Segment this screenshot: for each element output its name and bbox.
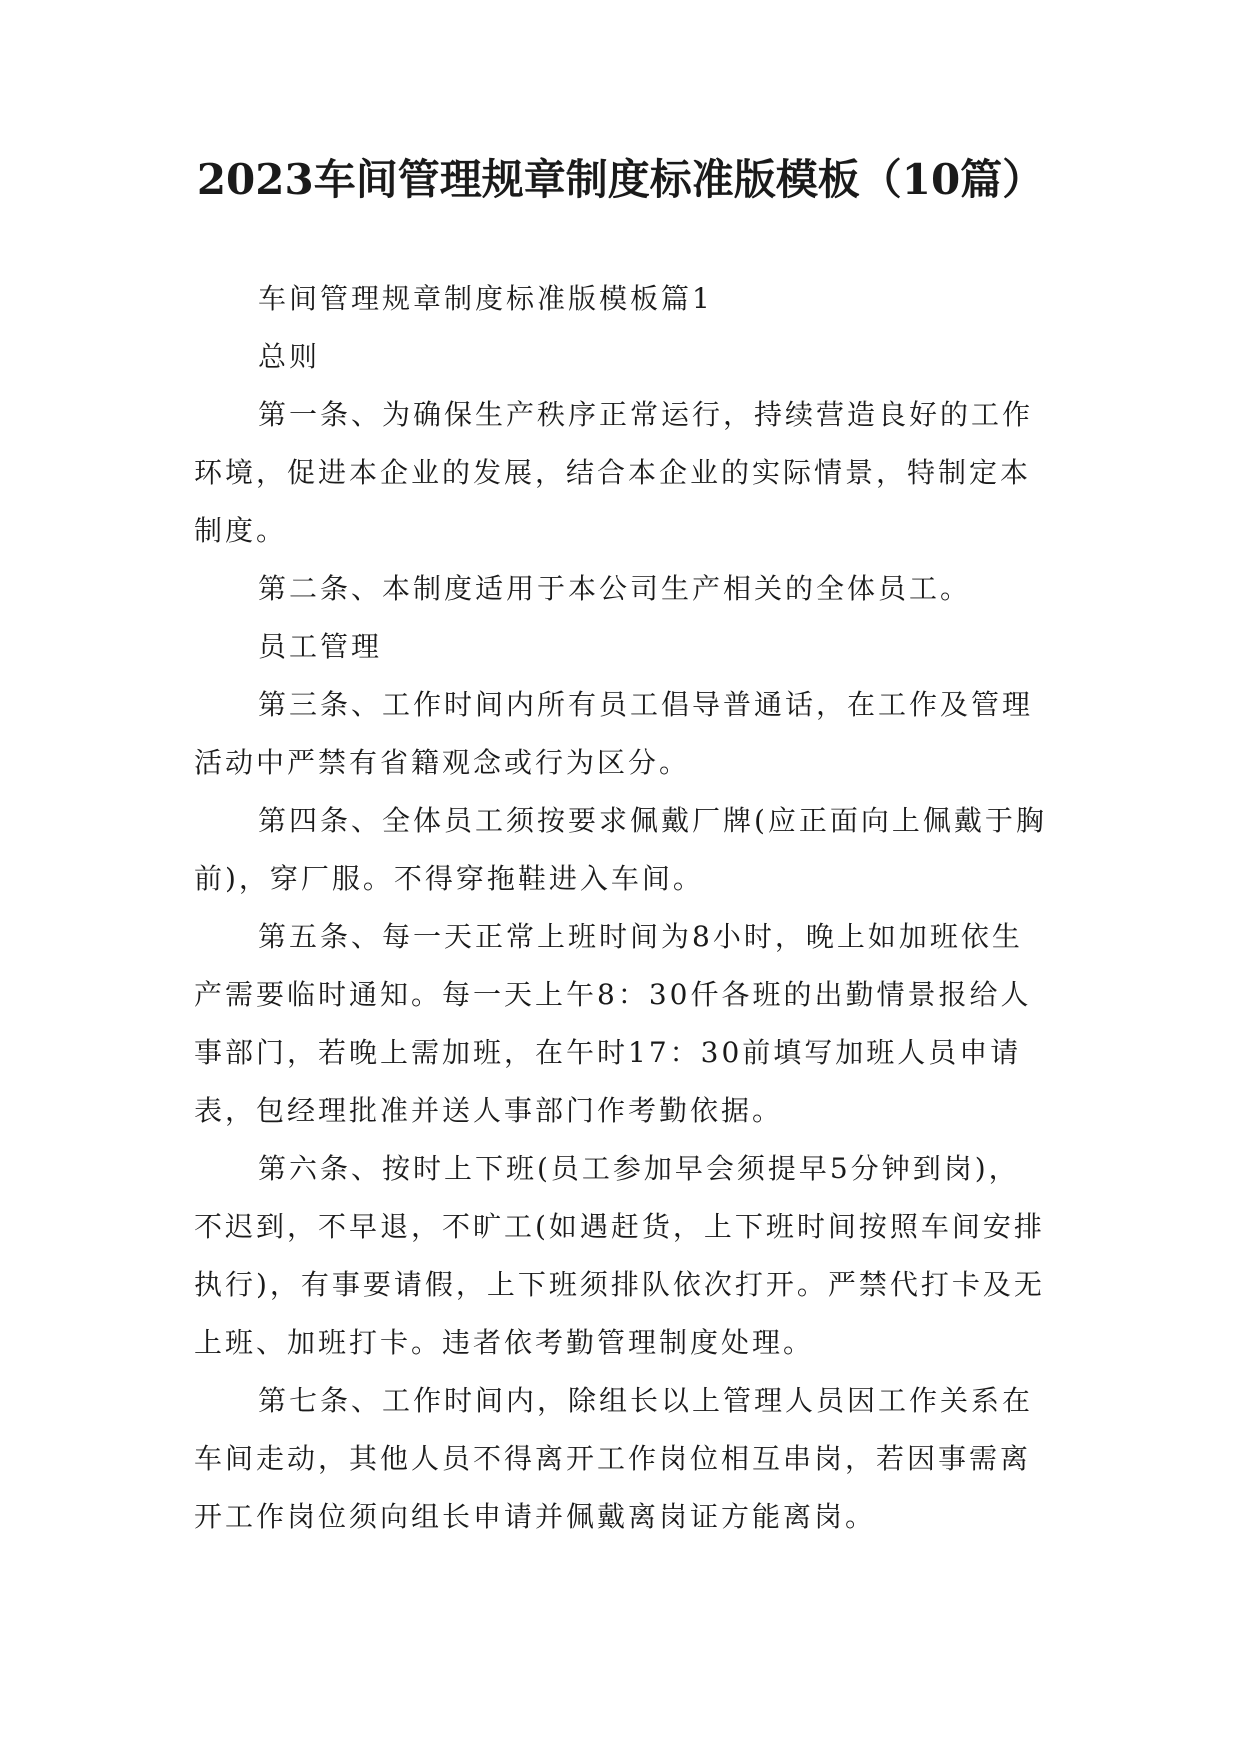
article-6: 第六条、按时上下班(员工参加早会须提早5分钟到岗)，不迟到，不早退，不旷工(如遇赶货，上下班时间按照车间安排执行)，有事要请假，上下班须排队依次打开。严禁代打卡及无上班、加班打卡。违者依考勤管理制度处理。 [194, 1152, 1045, 1359]
article-3: 第三条、工作时间内所有员工倡导普通话，在工作及管理活动中严禁有省籍观念或行为区分。 [194, 688, 1034, 779]
document-title: 2023车间管理规章制度标准版模板（10篇） [196, 155, 1045, 204]
section-heading-staff: 员工管理 [258, 630, 383, 663]
article-1: 第一条、为确保生产秩序正常运行，持续营造良好的工作环境，促进本企业的发展，结合本企业的实际情景，特制定本制度。 [194, 398, 1034, 547]
section-heading-part-1: 车间管理规章制度标准版模板篇1 [258, 282, 713, 315]
section-heading-general: 总则 [258, 340, 321, 373]
article-4: 第四条、全体员工须按要求佩戴厂牌(应正面向上佩戴于胸前)，穿厂服。不得穿拖鞋进入车间。 [194, 804, 1047, 895]
article-2: 第二条、本制度适用于本公司生产相关的全体员工。 [258, 572, 972, 605]
article-5: 第五条、每一天正常上班时间为8小时，晚上如加班依生产需要临时通知。每一天上午8：30仟各班的出勤情景报给人事部门，若晚上需加班，在午时17：30前填写加班人员申请表，包经理批准并送人事部门作考勤依据。 [194, 920, 1032, 1127]
document-body [194, 270, 1050, 1546]
article-7: 第七条、工作时间内，除组长以上管理人员因工作关系在车间走动，其他人员不得离开工作岗位相互串岗，若因事需离开工作岗位须向组长申请并佩戴离岗证方能离岗。 [194, 1384, 1034, 1533]
